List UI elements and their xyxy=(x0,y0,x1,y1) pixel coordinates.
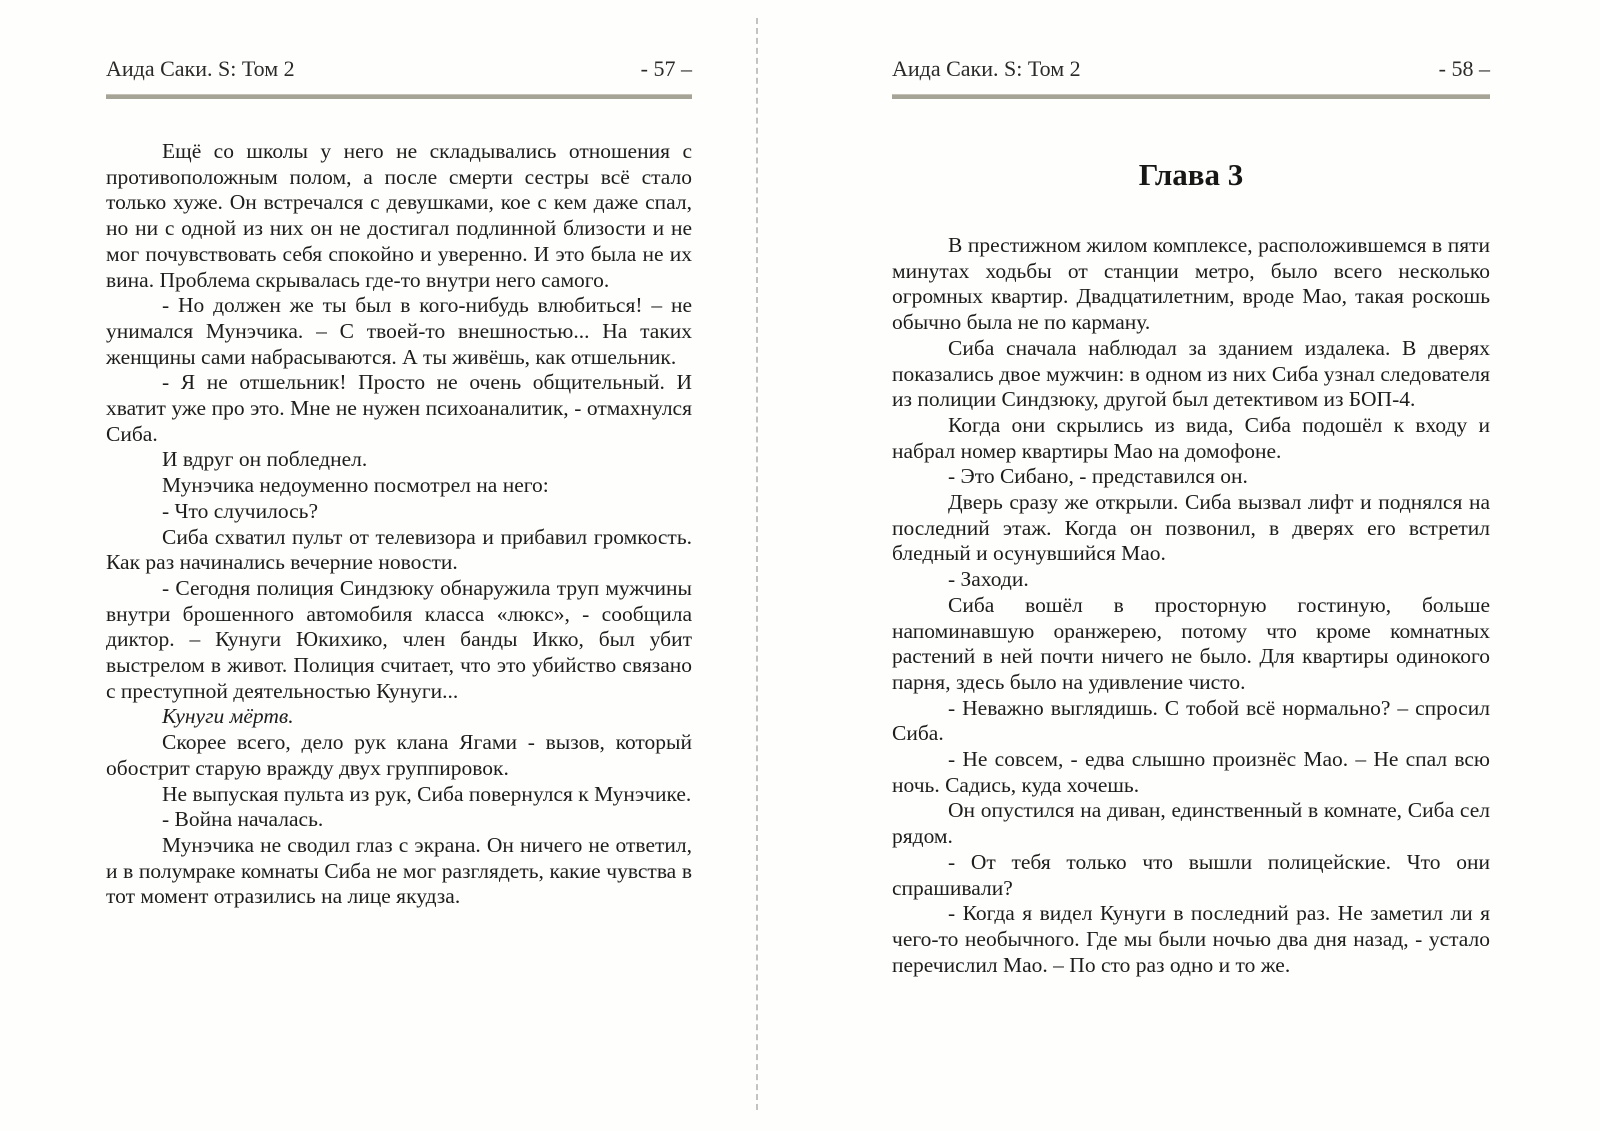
paragraph: Мунэчика не сводил глаз с экрана. Он ничего не ответил, и в полумраке комнаты Сиба не мог разглядеть, какие чувства в тот момент отразились на лице якудза. xyxy=(106,832,692,909)
paragraph: - Война началась. xyxy=(162,807,324,832)
header-rule xyxy=(892,94,1490,99)
page-body-right xyxy=(892,233,1490,978)
paragraph: И вдруг он побледнел. xyxy=(162,447,368,472)
paragraph: - Я не отшельник! Просто не очень общительный. И хватит уже про это. Мне не нужен психоаналитик, - отмахнулся Сиба. xyxy=(106,370,692,446)
page-right xyxy=(892,0,1490,978)
page-left xyxy=(106,0,692,910)
page-header-right xyxy=(892,0,1490,82)
paragraph: В престижном жилом комплексе, расположившемся в пяти минутах ходьбы от станции метро, было всего несколько огромных квартир. Двадцатилетним, вроде Мао, такая роскошь обычно была не по карману. xyxy=(892,233,1490,335)
running-title: Аида Саки. S: Том 2 xyxy=(106,56,295,81)
page-header-left xyxy=(106,0,692,82)
page-number: - 57 – xyxy=(640,56,692,81)
paragraph: Сиба вошёл в просторную гостиную, больше напоминавшую оранжерею, потому что кроме комнатных растений в ней почти ничего не было. Для квартиры одинокого парня, здесь было на удивление чисто. xyxy=(892,592,1490,694)
paragraph: Он опустился на диван, единственный в комнате, Сиба сел рядом. xyxy=(892,798,1490,849)
paragraph: Кунуги мёртв. xyxy=(162,704,294,729)
paragraph: Когда они скрылись из вида, Сиба подошёл к входу и набрал номер квартиры Мао на домофоне. xyxy=(892,412,1490,463)
paragraph: - Это Сибано, - представился он. xyxy=(948,464,1248,489)
page-body-left xyxy=(106,139,692,910)
paragraph: - Но должен же ты был в кого-нибудь влюбиться! – не унимался Мунэчика. – С твоей-то внешностью... На таких женщины сами набрасываются. А ты живёшь, как отшельник. xyxy=(106,293,692,369)
running-title: Аида Саки. S: Том 2 xyxy=(892,56,1081,81)
paragraph: - Неважно выглядишь. С тобой всё нормально? – спросил Сиба. xyxy=(892,695,1490,746)
page-divider xyxy=(756,18,758,1110)
paragraph: - Что случилось? xyxy=(162,498,318,523)
paragraph: Скорее всего, дело рук клана Ягами - вызов, который обострит старую вражду двух группировок. xyxy=(106,730,692,780)
paragraph: Сиба сначала наблюдал за зданием издалека. В дверях показались двое мужчин: в одном из них Сиба узнал следователя из полиции Синдзюку, другой был детективом из БОП-4. xyxy=(892,335,1490,412)
paragraph: Не выпуская пульта из рук, Сиба повернулся к Мунэчике. xyxy=(162,781,692,806)
chapter-heading: Глава 3 xyxy=(1138,157,1244,192)
header-rule xyxy=(106,94,692,99)
page-number: - 58 – xyxy=(1438,56,1490,81)
paragraph: - Когда я видел Кунуги в последний раз. Не заметил ли я чего-то необычного. Где мы были ночью два дня назад, - устало перечислил Мао. – По сто раз одно и то же. xyxy=(892,901,1490,977)
paragraph: - Не совсем, - едва слышно произнёс Мао. – Не спал всю ночь. Садись, куда хочешь. xyxy=(892,747,1490,797)
paragraph: Сиба схватил пульт от телевизора и прибавил громкость. Как раз начинались вечерние новости. xyxy=(106,524,692,575)
paragraph: - Сегодня полиция Синдзюку обнаружила труп мужчины внутри брошенного автомобиля класса «люкс», - сообщила диктор. – Кунуги Юкихико, член банды Икко, был убит выстрелом в живот. Полиция считает, что это убийство связано с преступной деятельностью Кунуги... xyxy=(106,575,692,703)
paragraph: - От тебя только что вышли полицейские. Что они спрашивали? xyxy=(892,849,1490,900)
paragraph: Ещё со школы у него не складывались отношения с противоположным полом, а после смерти сестры всё стало только хуже. Он встречался с девушками, кое с кем даже спал, но ни с одной из них он не достигал подлинной близости и не мог почувствовать себя спокойно и уверенно. И это была не их вина. Проблема скрывалась где-то внутри него самого. xyxy=(106,139,692,292)
paragraph: Дверь сразу же открыли. Сиба вызвал лифт и поднялся на последний этаж. Когда он позвонил, в дверях его встретил бледный и осунувшийся Мао. xyxy=(892,490,1490,566)
paragraph: Мунэчика недоуменно посмотрел на него: xyxy=(162,473,549,498)
paragraph: - Заходи. xyxy=(948,567,1029,592)
